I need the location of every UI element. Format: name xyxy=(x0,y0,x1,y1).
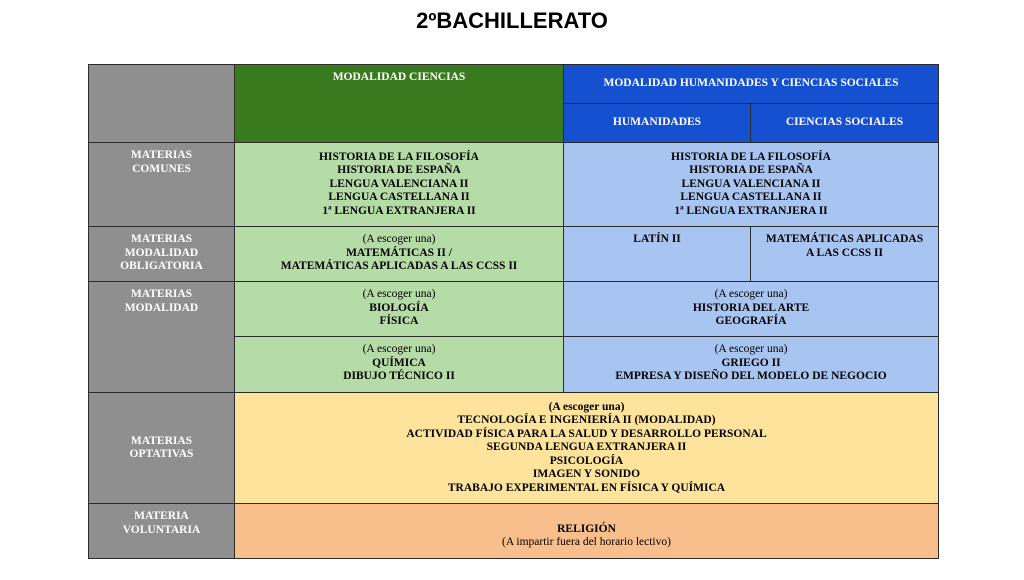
subject-item: TRABAJO EXPERIMENTAL EN FÍSICA Y QUÍMICA xyxy=(447,481,726,494)
subject-item: HISTORIA DE LA FILOSOFÍA xyxy=(319,150,479,163)
choice-note: (A escoger una) xyxy=(714,343,788,355)
subject-item: HISTORIA DE ESPAÑA xyxy=(689,164,813,177)
subjects-table xyxy=(88,64,939,559)
header-corner-cell xyxy=(89,65,235,143)
modalidad-ciencias-cell-2 xyxy=(235,337,564,393)
subject-item: IMAGEN Y SONIDO xyxy=(532,468,641,481)
label-line: MODALIDAD xyxy=(124,246,199,259)
row-label-materias-modalidad xyxy=(89,282,235,393)
subject-item: 1ª LENGUA EXTRANJERA II xyxy=(674,204,828,217)
header-modalidad-humanidades-ccss: MODALIDAD HUMANIDADES Y CIENCIAS SOCIALES xyxy=(564,65,939,104)
row-label-materias-comunes xyxy=(89,143,235,227)
label-line: MATERIAS xyxy=(130,288,193,300)
modalidad-humanidades-cell-2 xyxy=(564,337,939,393)
subject-item: LENGUA CASTELLANA II xyxy=(328,191,470,204)
subject-item: DIBUJO TÉCNICO II xyxy=(343,370,455,382)
page-title: 2ºBACHILLERATO xyxy=(416,8,608,33)
subject-item: MATEMÁTICAS APLICADAS xyxy=(765,233,924,245)
obligatoria-ciencias-cell xyxy=(235,227,564,282)
label-line: MATERIAS xyxy=(130,149,193,161)
subject-item: MATEMÁTICAS APLICADAS A LAS CCSS II xyxy=(280,260,518,272)
choice-note: (A escoger una) xyxy=(362,233,436,245)
subject-item: HISTORIA DE LA FILOSOFÍA xyxy=(671,150,831,163)
header-modalidad-ciencias: MODALIDAD CIENCIAS xyxy=(235,65,564,143)
subject-item: MATEMÁTICAS II / xyxy=(346,246,452,259)
subject-item: BIOLOGÍA xyxy=(369,301,429,314)
label-line: VOLUNTARIA xyxy=(122,523,201,536)
subject-item: RELIGIÓN xyxy=(557,522,616,535)
subject-item: FÍSICA xyxy=(379,315,419,327)
comunes-ciencias-cell xyxy=(235,143,564,227)
subject-item: HISTORIA DEL ARTE xyxy=(692,301,810,314)
header-ciencias-sociales: CIENCIAS SOCIALES xyxy=(751,104,939,143)
row-label-materias-modalidad-obligatoria xyxy=(89,227,235,282)
label-line: OBLIGATORIA xyxy=(120,260,203,272)
modalidad-ciencias-cell-1 xyxy=(235,282,564,337)
obligatoria-humanidades-cell xyxy=(564,227,751,282)
subject-item: 1ª LENGUA EXTRANJERA II xyxy=(322,204,476,217)
subject-item: ACTIVIDAD FÍSICA PARA LA SALUD Y DESARROLLO PERSONAL xyxy=(406,427,767,440)
row-label-materia-voluntaria xyxy=(89,504,235,559)
row-label-materias-optativas xyxy=(89,393,235,504)
subject-item: GEOGRAFÍA xyxy=(715,315,787,327)
choice-note: (A escoger una) xyxy=(362,288,436,300)
label-line: OPTATIVAS xyxy=(129,448,194,460)
subject-item: QUÍMICA xyxy=(372,356,426,369)
voluntaria-cell xyxy=(235,504,939,559)
subject-item: LENGUA VALENCIANA II xyxy=(329,177,469,190)
comunes-humanidades-cell xyxy=(564,143,939,227)
label-line: MODALIDAD xyxy=(124,301,199,314)
header-humanidades: HUMANIDADES xyxy=(564,104,751,143)
label-line: MATERIAS xyxy=(130,434,193,447)
subject-item: HISTORIA DE ESPAÑA xyxy=(337,164,461,177)
choice-note: (A escoger una) xyxy=(548,400,625,413)
subject-item: A LAS CCSS II xyxy=(805,246,884,259)
modalidad-humanidades-cell-1 xyxy=(564,282,939,337)
subject-item: SEGUNDA LENGUA EXTRANJERA II xyxy=(486,441,687,454)
subject-item: GRIEGO II xyxy=(721,356,781,369)
subject-item: LATÍN II xyxy=(633,233,681,245)
subject-item: LENGUA CASTELLANA II xyxy=(680,191,822,204)
optativas-cell xyxy=(235,393,939,504)
choice-note: (A escoger una) xyxy=(714,288,788,300)
choice-note: (A escoger una) xyxy=(362,343,436,355)
label-line: MATERIA xyxy=(134,510,189,522)
label-line: MATERIAS xyxy=(130,233,193,245)
subject-item: TECNOLOGÍA E INGENIERÍA II (MODALIDAD) xyxy=(457,414,716,427)
label-line: COMUNES xyxy=(132,162,191,175)
subject-item: PSICOLOGÍA xyxy=(549,454,624,467)
schedule-note: (A impartir fuera del horario lectivo) xyxy=(502,536,671,548)
subject-item: LENGUA VALENCIANA II xyxy=(681,177,821,190)
obligatoria-ccss-cell xyxy=(751,227,939,282)
subject-item: EMPRESA Y DISEÑO DEL MODELO DE NEGOCIO xyxy=(615,370,887,382)
